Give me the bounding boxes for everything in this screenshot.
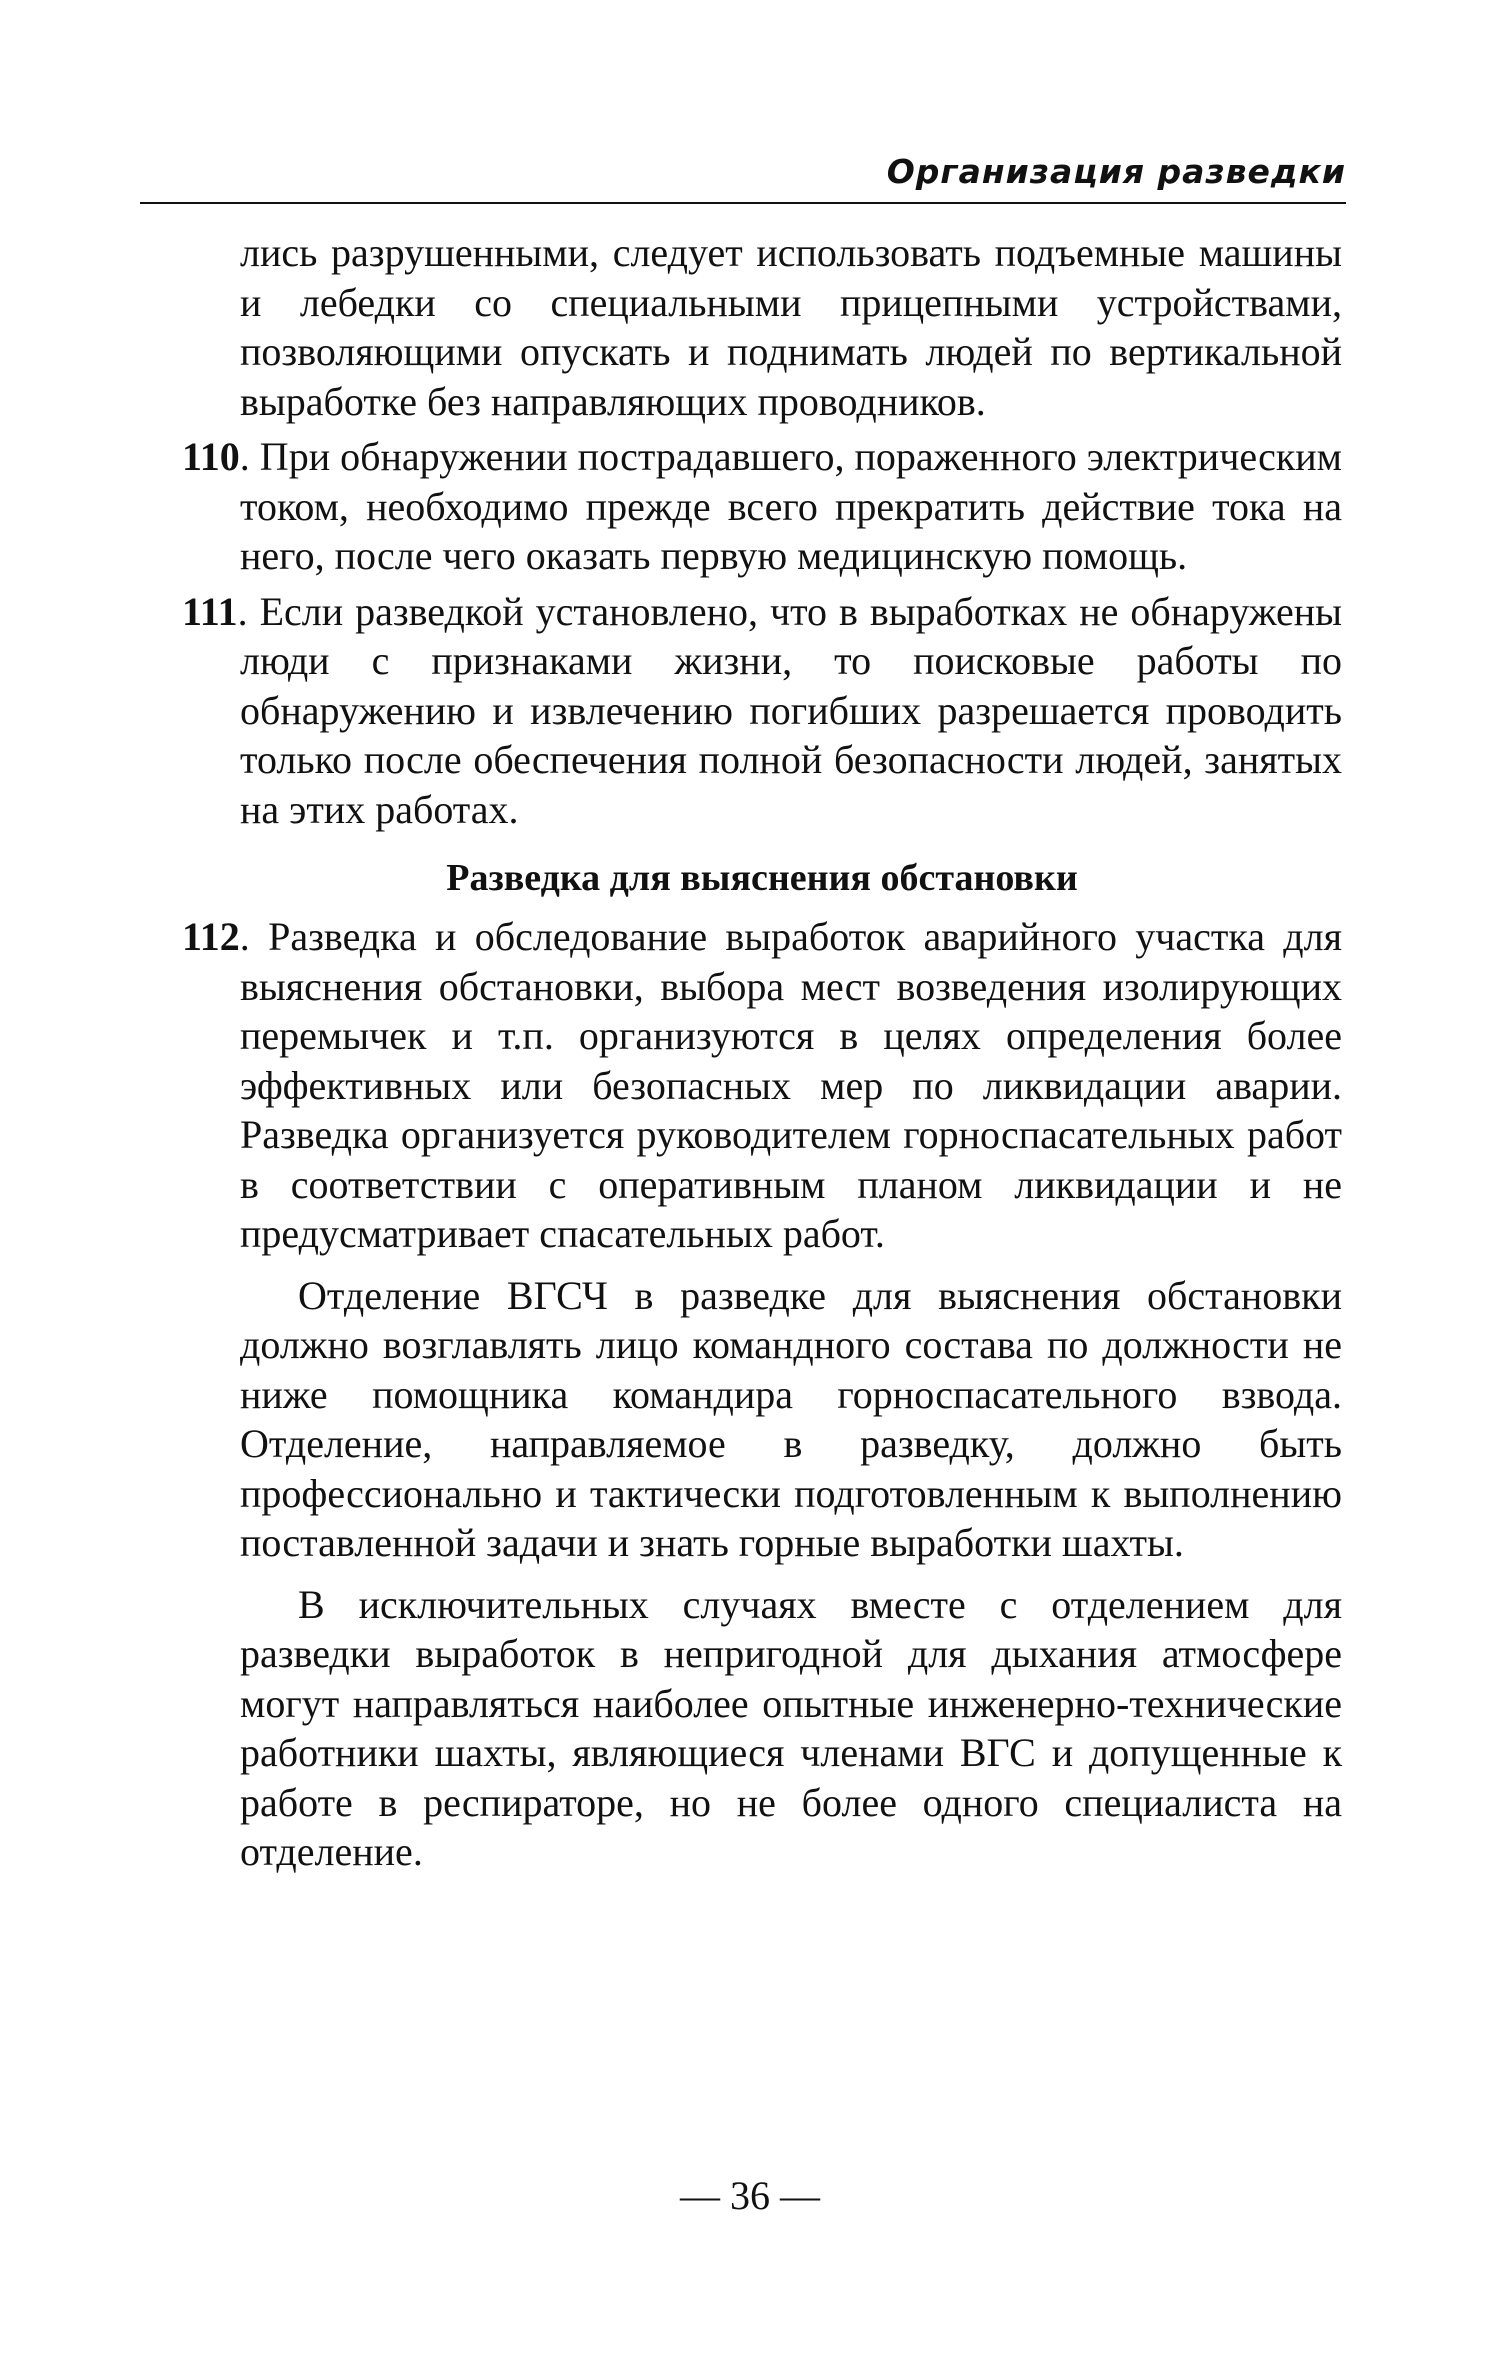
running-header bbox=[140, 150, 1346, 204]
running-header-title: Организация разведки bbox=[886, 152, 1346, 191]
section-heading: Разведка для выяснения обстановки bbox=[446, 857, 1078, 899]
paragraph-110 bbox=[182, 432, 1342, 581]
paragraph-vgsch-unit: Отделение ВГСЧ в разведке для выяснения обстановки должно возглавлять лицо командного состава по должности не ниже помощника командира горноспасательного взвода. Отделение, направляемое в разведку, должно быть профессионально и тактически подготовленным к выполнению поставленной задачи и знать горные выработки шахты. bbox=[240, 1272, 1342, 1565]
paragraph-112 bbox=[182, 912, 1342, 1259]
paragraph-110-text: . При обнаружении пострадавшего, пораженного электрическим током, необходимо прежде всего прекратить действие тока на него, после чего оказать первую медицинскую помощь. bbox=[239, 434, 1342, 578]
paragraph-exceptional-cases: В исключительных случаях вместе с отделением для разведки выработок в непригодной для дыхания атмосфере могут направляться наиболее опытные инженерно-технические работники шахты, являющиеся членами ВГС и допущенные к работе в респираторе, но не более одного специалиста на отделение. bbox=[240, 1581, 1342, 1874]
page-number: — 36 — bbox=[680, 2173, 820, 2218]
paragraph-109-continuation: лись разрушенными, следует использовать подъемные машины и лебедки со специальными прицепными устройствами, позволяющими опускать и поднимать людей по вертикальной выработке без направляющих проводников. bbox=[240, 230, 1342, 424]
page-body bbox=[182, 228, 1342, 1877]
paragraph-111-text: . Если разведкой установлено, что в выработках не обнаружены люди с признаками жизни, то поисковые работы по обнаружению и извлечению погибших разрешается проводить только после обеспечения полной безопасности людей, занятых на этих работах. bbox=[237, 588, 1342, 832]
paragraph-number-112: 112 bbox=[182, 914, 240, 959]
paragraph-112-text: . Разведка и обследование выработок аварийного участка для выяснения обстановки, выбора мест возведения изолирующих перемычек и т.п. организуются в целях определения более эффективных или безопасных мер по ликвидации аварии. Разведка организуется руководителем горноспасательных работ в соответствии с оперативным планом ликвидации и не предусматривает спасательных работ. bbox=[239, 914, 1342, 1256]
paragraph-number-110: 110 bbox=[182, 434, 240, 479]
paragraph-number-111: 111 bbox=[182, 588, 238, 634]
paragraph-111 bbox=[182, 587, 1342, 835]
